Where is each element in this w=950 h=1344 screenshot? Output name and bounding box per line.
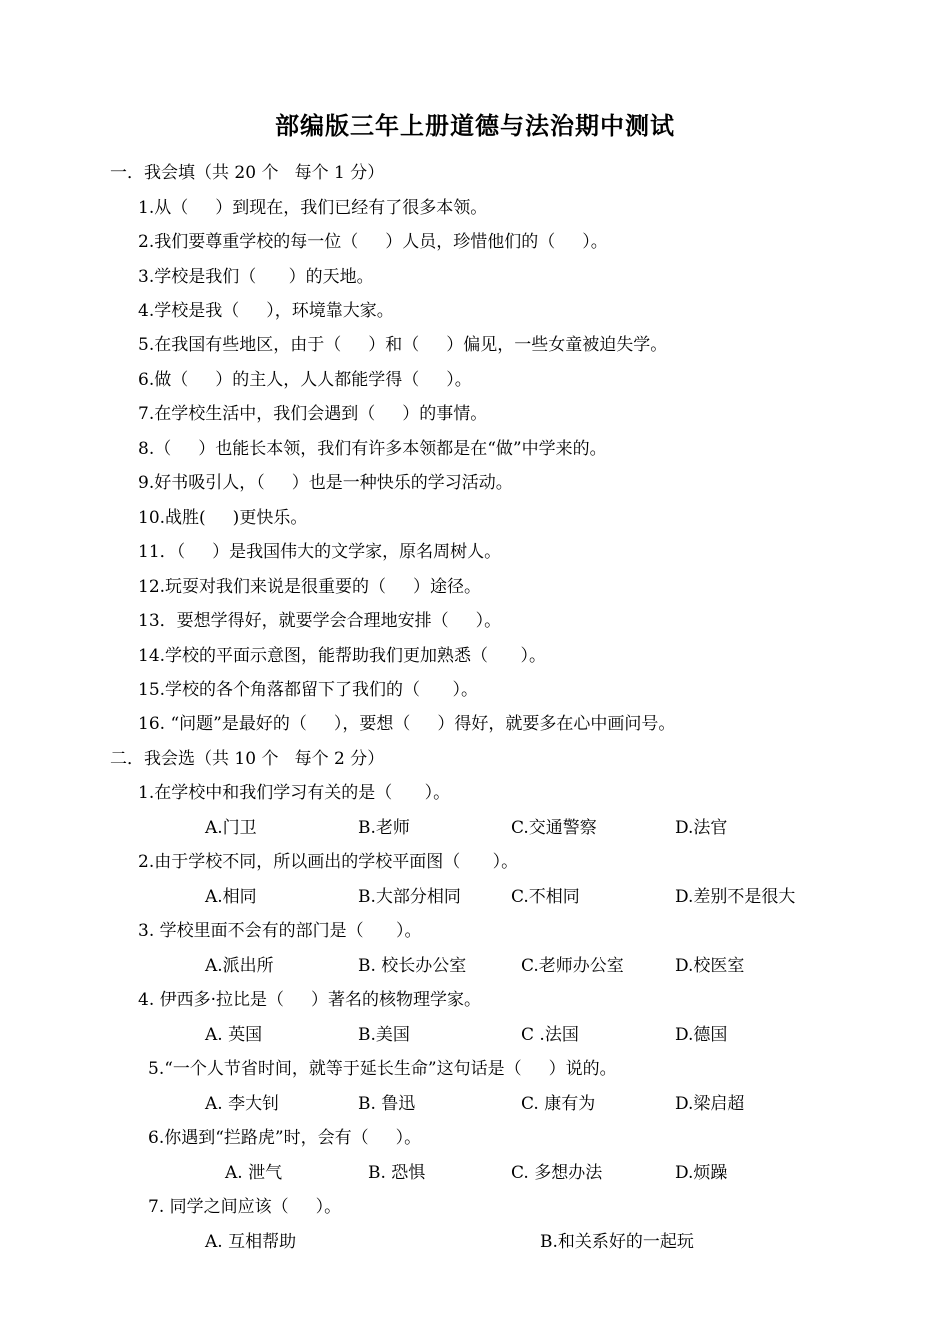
choice-4-option-b: B.美国 xyxy=(358,1025,410,1045)
choice-1-option-b: B.老师 xyxy=(358,818,410,838)
choice-3-option-d: D.校医室 xyxy=(675,956,745,976)
choice-6-option-c: C. 多想办法 xyxy=(511,1163,603,1183)
fill-question-8: 8.（ ）也能长本领，我们有许多本领都是在“做”中学来的。 xyxy=(138,439,607,459)
choice-7-option-a: A. 互相帮助 xyxy=(205,1232,297,1252)
choice-4-option-c: C .法国 xyxy=(521,1025,579,1045)
choice-4-option-d: D.德国 xyxy=(675,1025,728,1045)
choice-question-1: 1.在学校中和我们学习有关的是（ ）。 xyxy=(138,783,451,803)
fill-question-4: 4.学校是我（ ），环境靠大家。 xyxy=(138,301,394,321)
fill-question-15: 15.学校的各个角落都留下了我们的（ ）。 xyxy=(138,680,478,700)
choice-3-option-c: C.老师办公室 xyxy=(521,956,624,976)
choice-2-option-d: D.差别不是很大 xyxy=(675,887,796,907)
page-title: 部编版三年上册道德与法治期中测试 xyxy=(275,111,675,140)
fill-question-14: 14.学校的平面示意图，能帮助我们更加熟悉（ ）。 xyxy=(138,646,546,666)
choice-2-option-b: B.大部分相同 xyxy=(358,887,461,907)
fill-question-5: 5.在我国有些地区，由于（ ）和（ ）偏见，一些女童被迫失学。 xyxy=(138,335,668,355)
choice-6-option-a: A. 泄气 xyxy=(225,1163,283,1183)
choice-4-option-a: A. 英国 xyxy=(205,1025,263,1045)
fill-question-13: 13．要想学得好，就要学会合理地安排（ ）。 xyxy=(138,611,502,631)
fill-question-6: 6.做（ ）的主人，人人都能学得（ ）。 xyxy=(138,370,472,390)
fill-question-7: 7.在学校生活中，我们会遇到（ ）的事情。 xyxy=(138,404,488,424)
choice-5-option-c: C. 康有为 xyxy=(521,1094,596,1114)
choice-7-option-b: B.和关系好的一起玩 xyxy=(540,1232,694,1252)
choice-question-2: 2.由于学校不同，所以画出的学校平面图（ ）。 xyxy=(138,852,519,872)
choice-5-option-d: D.梁启超 xyxy=(675,1094,745,1114)
choice-5-option-b: B. 鲁迅 xyxy=(358,1094,416,1114)
fill-question-12: 12.玩耍对我们来说是很重要的（ ）途径。 xyxy=(138,577,482,597)
choice-question-7: 7. 同学之间应该（ ）。 xyxy=(148,1197,342,1217)
fill-question-2: 2.我们要尊重学校的每一位（ ）人员，珍惜他们的（ ）。 xyxy=(138,232,608,252)
fill-question-11: 11．（ ）是我国伟大的文学家，原名周树人。 xyxy=(138,542,502,562)
choice-question-6: 6.你遇到“拦路虎”时，会有（ ）。 xyxy=(148,1128,422,1148)
section-heading-fill: 一．我会填（共 20 个 每个 1 分） xyxy=(110,163,385,183)
choice-question-5: 5.“一个人节省时间，就等于延长生命”这句话是（ ）说的。 xyxy=(148,1059,617,1079)
section-heading-choice: 二．我会选（共 10 个 每个 2 分） xyxy=(110,749,385,769)
choice-6-option-d: D.烦躁 xyxy=(675,1163,728,1183)
choice-1-option-c: C.交通警察 xyxy=(511,818,597,838)
choice-3-option-b: B. 校长办公室 xyxy=(358,956,467,976)
choice-question-4: 4. 伊西多·拉比是（ ）著名的核物理学家。 xyxy=(138,990,482,1010)
choice-3-option-a: A.派出所 xyxy=(205,956,274,976)
choice-2-option-c: C.不相同 xyxy=(511,887,580,907)
fill-question-16: 16. “问题”是最好的（ ），要想（ ）得好，就要多在心中画问号。 xyxy=(138,714,676,734)
choice-5-option-a: A. 李大钊 xyxy=(205,1094,280,1114)
fill-question-9: 9.好书吸引人，（ ）也是一种快乐的学习活动。 xyxy=(138,473,513,493)
choice-question-3: 3. 学校里面不会有的部门是（ ）。 xyxy=(138,921,422,941)
fill-question-3: 3.学校是我们（ ）的天地。 xyxy=(138,267,374,287)
fill-question-10: 10.战胜( )更快乐。 xyxy=(138,508,308,528)
choice-1-option-d: D.法官 xyxy=(675,818,728,838)
choice-6-option-b: B. 恐惧 xyxy=(368,1163,426,1183)
fill-question-1: 1.从（ ）到现在，我们已经有了很多本领。 xyxy=(138,198,488,218)
choice-1-option-a: A.门卫 xyxy=(205,818,257,838)
choice-2-option-a: A.相同 xyxy=(205,887,257,907)
